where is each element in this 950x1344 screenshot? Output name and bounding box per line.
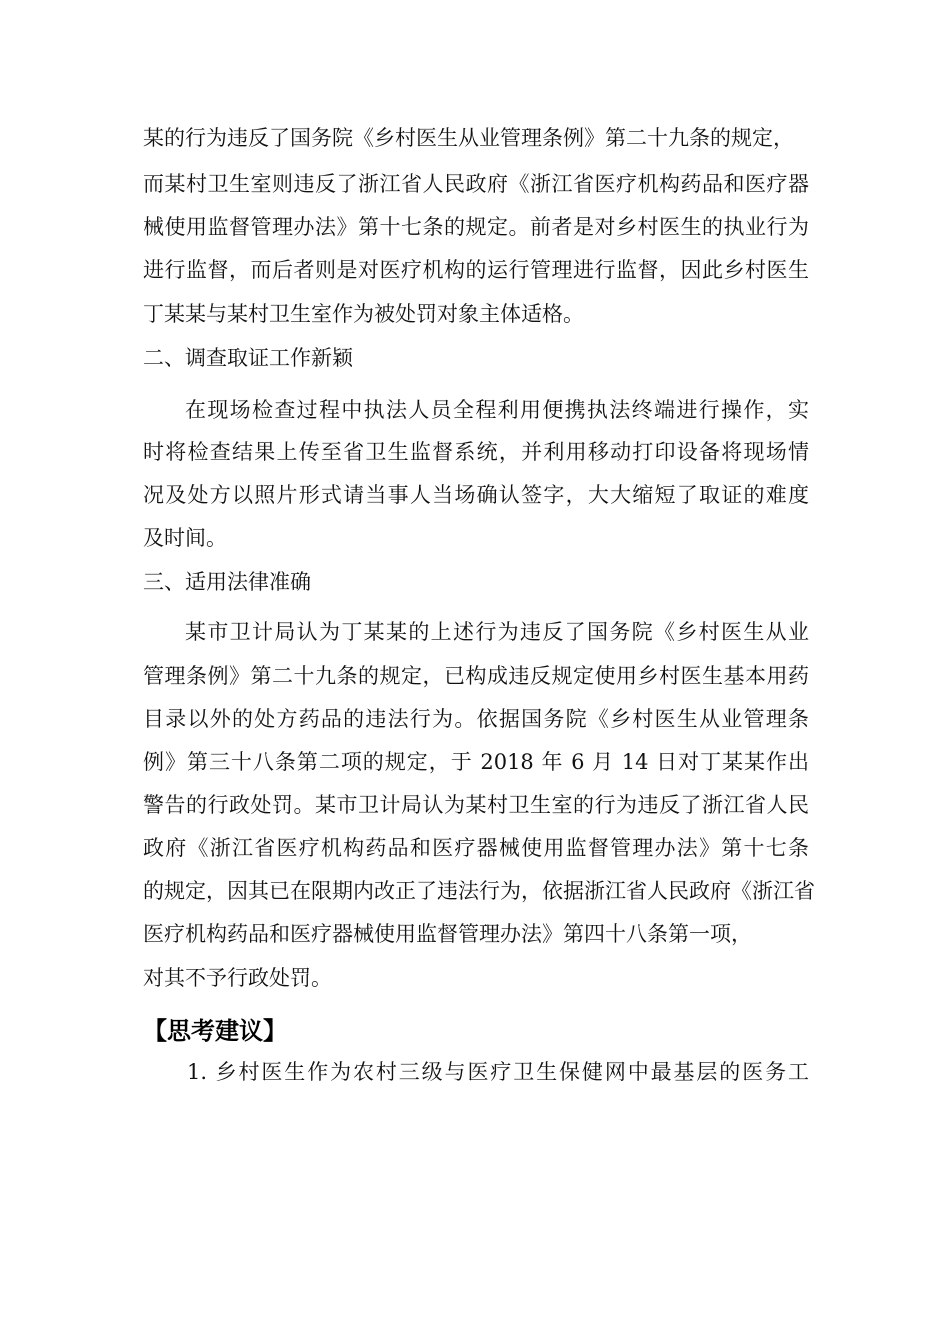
paragraph-line: 进行监督，而后者则是对医疗机构的运行管理进行监督，因此乡村医生 [143,258,809,282]
paragraph-line: 丁某某与某村卫生室作为被处罚对象主体适格。 [143,302,584,326]
list-item: 1. 乡村医生作为农村三级与医疗卫生保健网中最基层的医务工 [187,1060,809,1084]
paragraph-line: 政府《浙江省医疗机构药品和医疗器械使用监督管理办法》第十七条 [143,836,809,860]
thinking-heading: 【思考建议】 [143,1017,287,1045]
paragraph-line: 管理条例》第二十九条的规定，已构成违反规定使用乡村医生基本用药 [143,664,809,688]
paragraph-line: 警告的行政处罚。某市卫计局认为某村卫生室的行为违反了浙江省人民 [143,793,809,817]
paragraph-line: 某的行为违反了国务院《乡村医生从业管理条例》第二十九条的规定， [143,126,794,150]
section-heading: 二、调查取证工作新颖 [143,346,353,370]
paragraph-line: 的规定，因其已在限期内改正了违法行为，依据浙江省人民政府《浙江省 [143,879,815,903]
paragraph-line: 况及处方以照片形式请当事人当场确认签字，大大缩短了取证的难度 [143,483,809,507]
paragraph-line: 医疗机构药品和医疗器械使用监督管理办法》第四十八条第一项， [143,922,752,946]
paragraph-line: 在现场检查过程中执法人员全程利用便携执法终端进行操作，实 [185,398,809,422]
paragraph-line: 时将检查结果上传至省卫生监督系统，并利用移动打印设备将现场情 [143,440,809,464]
paragraph-line: 某市卫计局认为丁某某的上述行为违反了国务院《乡村医生从业 [185,620,809,644]
paragraph-line: 对其不予行政处罚。 [143,966,332,990]
paragraph-line: 目录以外的处方药品的违法行为。依据国务院《乡村医生从业管理条 [143,707,809,731]
paragraph-line: 而某村卫生室则违反了浙江省人民政府《浙江省医疗机构药品和医疗器 [143,172,809,196]
paragraph-line: 械使用监督管理办法》第十七条的规定。前者是对乡村医生的执业行为 [143,215,809,239]
paragraph-line: 例》第三十八条第二项的规定，于 2018 年 6 月 14 日对丁某某作出 [143,750,809,774]
section-heading: 三、适用法律准确 [143,570,311,594]
paragraph-line: 及时间。 [143,526,227,550]
